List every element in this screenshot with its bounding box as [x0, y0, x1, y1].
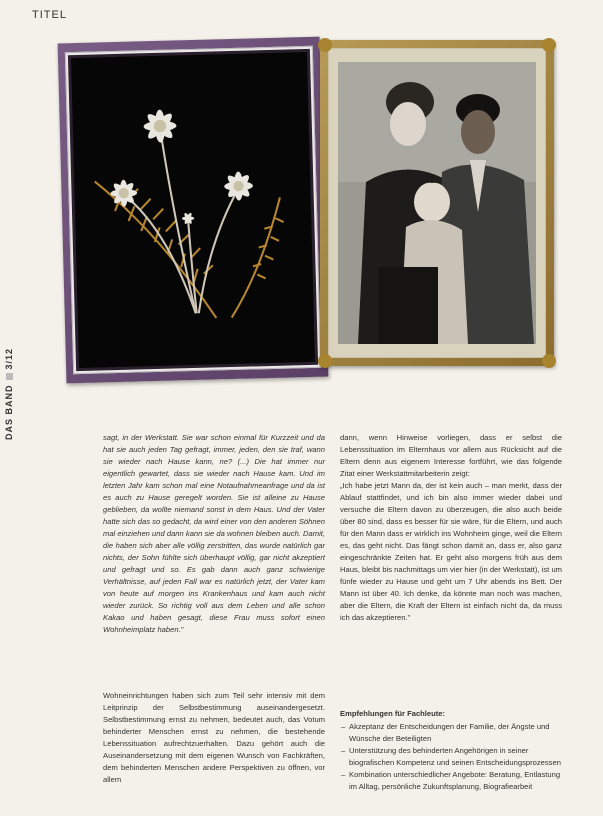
- list-item: – Kombination unterschiedlicher Angebote: Beratung, Entlastung im Alltag, persönliche Zukunftsplanung, Biografiearbeit: [349, 769, 562, 793]
- family-portrait-illustration: [338, 62, 536, 344]
- article-body-left: [103, 690, 325, 786]
- pressed-flower-art: [71, 52, 315, 368]
- article-body-right: [340, 432, 562, 624]
- margin-mark: [589, 330, 593, 390]
- list-item: – Unterstützung des behinderten Angehörigen in seiner biografischen Kompetenz und seinen Entscheidungsprozessen: [349, 745, 562, 769]
- quote-paragraph: „Ich habe jetzt Mann da, der ist kein auch – man merkt, dass der Ablauf stattfindet, und ich bin also immer wieder dabei und versuche die Eltern davon zu überzeugen, die also auch beide über 80 sind, dass es besser für sie wäre, für die Eltern, und auch für den Mann dass er wirklich ins Wohnheim ginge, weil die Eltern es, das geht nicht. Das fängt schon damit an, dass er, also ganz eingeschränkte Zeiten hat. Er geht also morgens früh aus dem Haus, bleibt bis nachmittags um vier hier (in der Werkstatt), ist um fünfe wieder zu Hause und geht um 7 Uhr abends ins Bett. Der Mann ist über 40. Ich denke, da könnte man noch was machen, aber die Eltern, die Kraft der Eltern ist einfach nicht da, da muss ich das akzeptieren.": [340, 481, 562, 622]
- body-paragraph: Wohneinrichtungen haben sich zum Teil sehr intensiv mit dem Leitprinzip der Selbstbestimmung auseinandergesetzt. Selbstbestimmung ernst zu nehmen, bedeutet auch, das Votum behinderter Menschen ernst zu nehmen, die bestehende Lebenssituation aufrechtzuerhalten. Dazu gehört auch die Auseinandersetzung mit dem eigenen Wunsch von Fachkräften, dem behinderten Menschen andere Perspektiven zu öffnen, vor allem: [103, 691, 325, 784]
- side-running-head: [4, 300, 18, 440]
- recommendations-title: Empfehlungen für Fachleute:: [340, 709, 446, 718]
- edelweiss-frame-photo: [58, 37, 329, 384]
- family-photo: [338, 62, 536, 344]
- quote-paragraph: sagt, in der Werkstatt. Sie war schon einmal für Kurzzeit und da hat sie auch jeden Tag gefragt, immer, jeden, den sie traf, wann sie wieder nach Hause kann, ne? (...) Die hat immer nur eigentlich gewartet, dass sie wieder nach Hause kam. Und im letzten Jahr kam schon mal eine Notaufnahmeanfrage und da ist es auch zu Hause geregelt worden. Sie ist alleine zu Hause geblieben, da wollte niemand sonst in dem Haus. Und der Vater hatte sich das so gedacht, da wird einer von den anderen Söhnen mal einziehen und dann kann sie da wohnen bleiben auch. Damit, die haben sich aber alle völlig zerstritten, das wurde natürlich gar nichts, der Sohn fühlte sich überhaupt völlig, gar nicht akzeptiert und gefragt und so. Es gab dann auch ganz schwierige Verhältnisse, auf jeden Fall war es natürlich jetzt, der Vater kam von heute auf morgen ins Krankenhaus und kam auch nicht wieder zurück. So richtig voll aus dem Leben und alle schon Kakao und haben gesagt, diese Frau muss sofort einen Wohnheimplatz haben.": [103, 433, 325, 634]
- frame-inner: [68, 49, 318, 371]
- frame-corner-ornament-icon: [542, 38, 556, 52]
- family-portrait-frame-photo: [320, 40, 554, 366]
- magazine-name: DAS BAND: [4, 384, 14, 440]
- list-item: – Akzeptanz der Entscheidungen der Familie, der Ängste und Wünsche der Beteiligten: [349, 721, 562, 745]
- article-quote-left: [103, 432, 325, 636]
- recommendations-list: [340, 721, 562, 793]
- issue-number: 3/12: [4, 347, 14, 370]
- section-title: TITEL: [32, 9, 67, 21]
- frame-corner-ornament-icon: [542, 354, 556, 368]
- edelweiss-illustration: [71, 52, 315, 368]
- body-paragraph: dann, wenn Hinweise vorliegen, dass er selbst die Lebenssituation im Elternhaus vor allem aus Rücksicht auf die Eltern denn aus eigenem Interesse fortführt, wie das folgende Zitat einer Werkstattmitarbeiterin zeigt:: [340, 433, 562, 478]
- divider-square-icon: [6, 373, 13, 380]
- recommendations-box: [340, 708, 562, 793]
- frame-corner-ornament-icon: [318, 38, 332, 52]
- frame-corner-ornament-icon: [318, 354, 332, 368]
